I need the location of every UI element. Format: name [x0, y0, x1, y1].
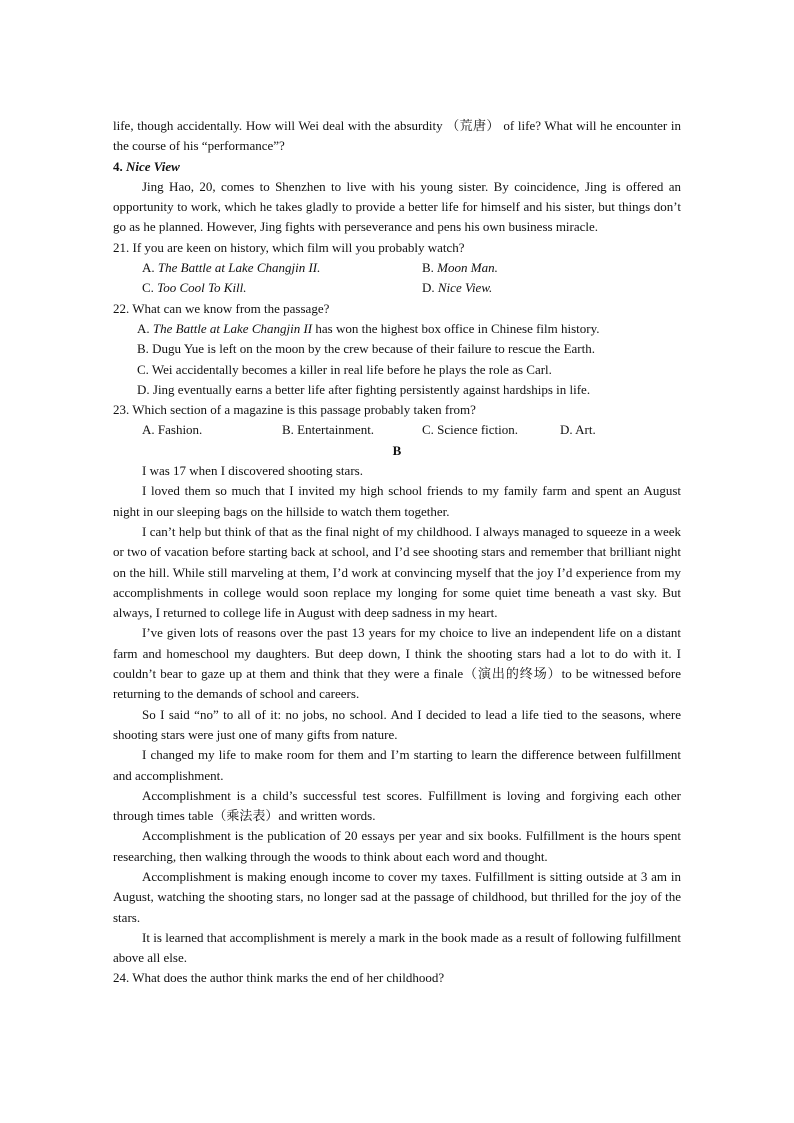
- section-title: Nice View: [126, 158, 180, 174]
- question-21-options: [113, 258, 681, 299]
- passage-b-paragraph: I loved them so much that I invited my high school friends to my family farm and spent an August night in our sleeping bags on the hillside to watch them together.: [113, 483, 681, 519]
- question-23-options: [113, 420, 681, 440]
- question-24-stem: 24. What does the author think marks the end of her childhood?: [113, 970, 445, 986]
- section-4-body: Jing Hao, 20, comes to Shenzhen to live with his young sister. By coincidence, Jing is offered an opportunity to work, which he takes gladly to provide a better life for himself and his sister, but things don’t go as he planned. However, Jing fights with perseverance and pens his own business miracle.: [113, 178, 681, 235]
- intro-paragraph: life, though accidentally. How will Wei deal with the absurdity （荒唐） of life? What will he encounter in the course of his “performance”?: [113, 118, 681, 154]
- option-d[interactable]: D. Jing eventually earns a better life after fighting persistently against hardships in life.: [137, 381, 591, 397]
- option-d[interactable]: D. Nice View.: [422, 280, 493, 296]
- question-23-stem: 23. Which section of a magazine is this passage probably taken from?: [113, 402, 476, 418]
- passage-b-paragraph: I was 17 when I discovered shooting stars.: [142, 463, 363, 479]
- passage-b-paragraph: It is learned that accomplishment is merely a mark in the book made as a result of following fulfillment above all else.: [113, 929, 681, 966]
- passage-b-paragraph: I changed my life to make room for them and I’m starting to learn the difference between fulfillment and accomplishment.: [113, 747, 681, 783]
- option-c[interactable]: C. Wei accidentally becomes a killer in real life before he plays the role as Carl.: [137, 361, 552, 377]
- option-c[interactable]: C. Too Cool To Kill.: [142, 280, 247, 296]
- passage-b-paragraph: Accomplishment is making enough income to cover my taxes. Fulfillment is sitting outside at 3 am in August, watching the shooting stars, no longer sad at the passage of childhood, but thrilled for the joy of the stars.: [113, 868, 681, 925]
- option-d[interactable]: D. Art.: [560, 422, 596, 438]
- option-b[interactable]: B. Moon Man.: [422, 260, 498, 276]
- option-b[interactable]: B. Dugu Yue is left on the moon by the crew because of their failure to rescue the Earth.: [137, 341, 595, 357]
- option-c[interactable]: C. Science fiction.: [422, 422, 519, 438]
- passage-b-paragraph: Accomplishment is the publication of 20 essays per year and six books. Fulfillment is the hours spent researching, then walking through the woods to think about each word and thought.: [113, 828, 681, 864]
- question-22-options: [113, 319, 681, 400]
- section-4-heading: [113, 157, 681, 177]
- passage-b-paragraph: So I said “no” to all of it: no jobs, no school. And I decided to lead a life tied to the seasons, where shooting stars were just one of many gifts from nature.: [113, 706, 681, 742]
- passage-b-paragraph: I’ve given lots of reasons over the past 13 years for my choice to live an independent life on a distant farm and homeschool my daughters. But deep down, I think the shooting stars had a lot to do with it. I couldn’t bear to gaze up at them and think that they were a finale（演出的终场）to be witnessed before returning to the demands of school and careers.: [113, 625, 681, 702]
- option-b[interactable]: B. Entertainment.: [282, 422, 375, 438]
- document-page: [113, 116, 681, 989]
- option-a[interactable]: A. The Battle at Lake Changjin II has won the highest box office in Chinese film history.: [137, 320, 600, 336]
- passage-b-paragraph: Accomplishment is a child’s successful test scores. Fulfillment is loving and forgiving each other through times table（乘法表）and written words.: [113, 787, 681, 824]
- part-b-heading: B: [392, 442, 402, 458]
- passage-b-paragraph: I can’t help but think of that as the final night of my childhood. I always managed to squeeze in a week or two of vacation before starting back at school, and I’d see shooting stars and remember that brilliant night on the hill. While still marveling at them, I’d work at convincing myself that the joy I’d experience from my accomplishments in college would soon replace my longing for some quiet time beneath a vast sky. But always, I returned to college life in August with deep sadness in my heart.: [113, 523, 681, 621]
- question-21-stem: 21. If you are keen on history, which film will you probably watch?: [113, 239, 465, 255]
- question-22-stem: 22. What can we know from the passage?: [113, 300, 330, 316]
- section-number: 4.: [113, 158, 123, 174]
- option-a[interactable]: A. Fashion.: [142, 422, 203, 438]
- option-a[interactable]: A. The Battle at Lake Changjin II.: [142, 260, 321, 276]
